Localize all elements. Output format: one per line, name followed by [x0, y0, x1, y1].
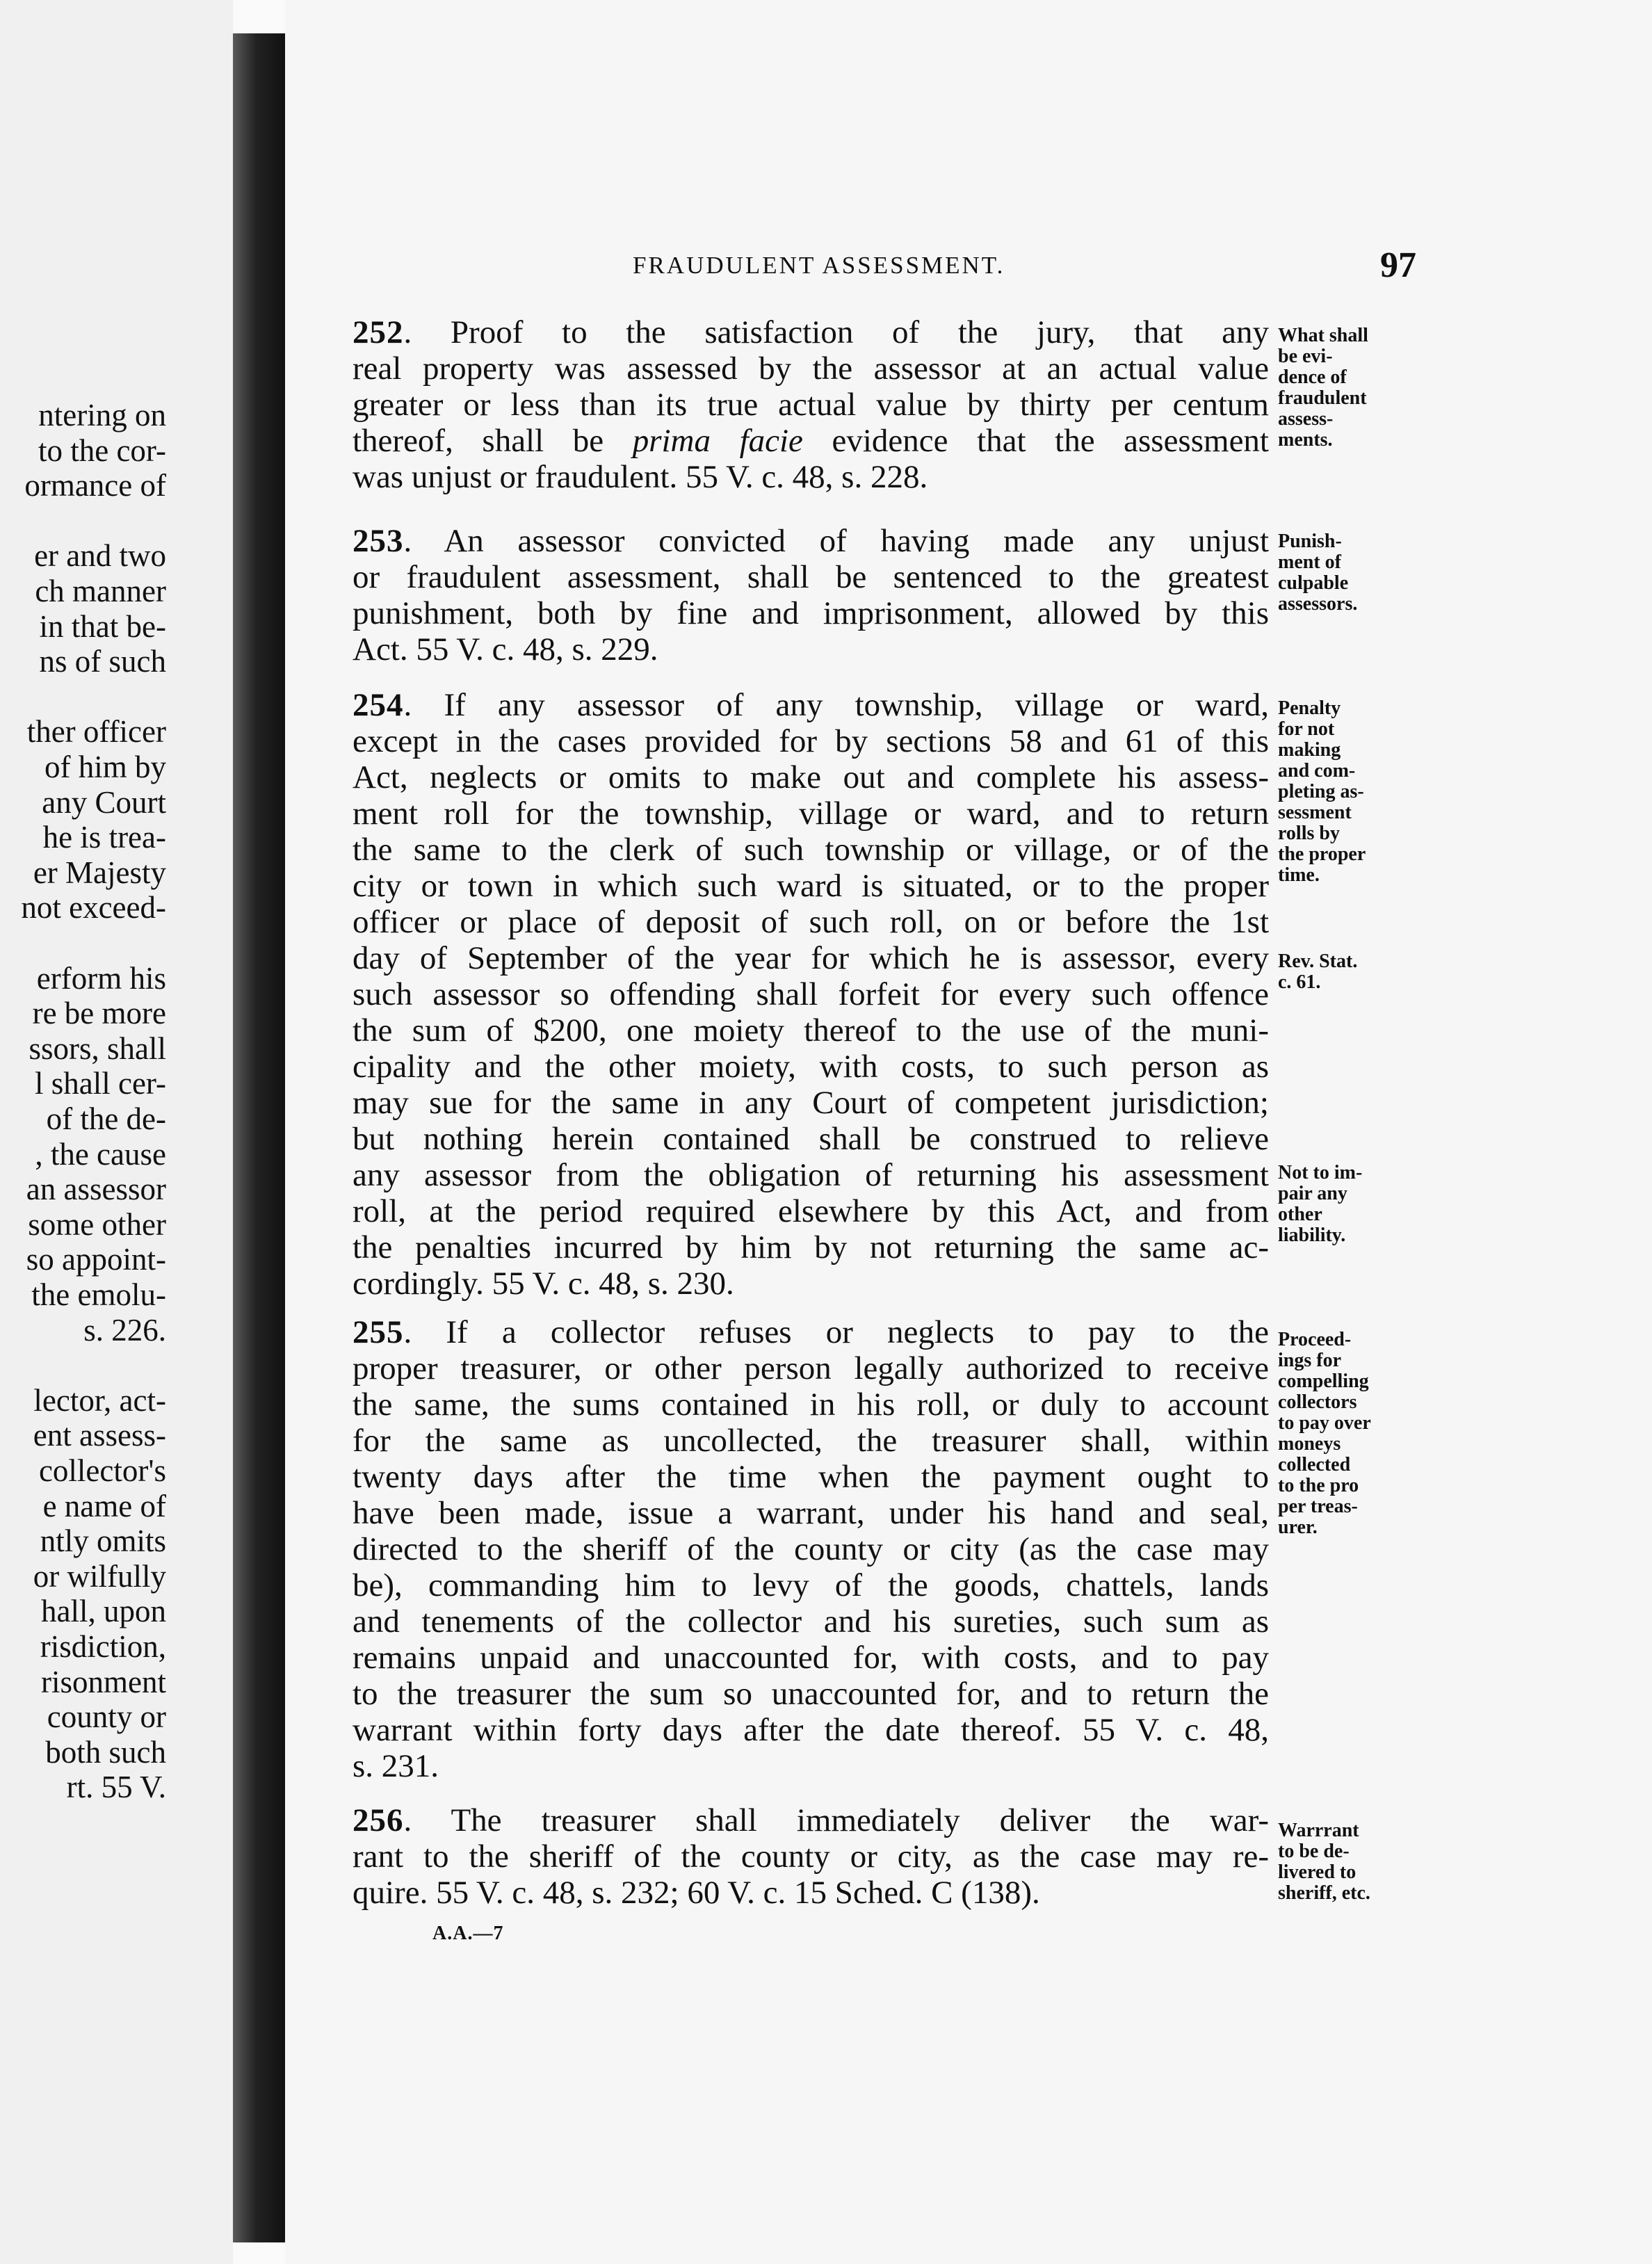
margin-line: sheriff, etc. [1278, 1882, 1370, 1904]
section-line: s. 231. [353, 1748, 439, 1784]
margin-note-254-rev-stat [1278, 951, 1417, 993]
margin-line: the proper [1278, 843, 1366, 865]
margin-line: livered to [1278, 1861, 1357, 1883]
section-line: the penalties incurred by him by not returning the same ac- [353, 1229, 1269, 1266]
section-line: . If a collector refuses or neglects to pay to the [403, 1314, 1269, 1350]
facing-page-line: he is trea- [42, 820, 166, 855]
facing-page-line: or wilfully [33, 1558, 166, 1594]
margin-line: Rev. Stat. [1278, 951, 1358, 972]
facing-page-line: so appoint- [26, 1242, 166, 1277]
margin-line: culpable [1278, 572, 1349, 594]
facing-page-line: ssors, shall [29, 1030, 166, 1066]
facing-page-line: collector's [38, 1453, 166, 1488]
section-line: warrant within forty days after the date thereof. 55 V. c. 48, [353, 1712, 1269, 1748]
margin-line: time. [1278, 864, 1320, 886]
section-line: the same to the clerk of such township or village, or of the [353, 832, 1269, 868]
section-line: . Proof to the satisfaction of the jury, that any [403, 314, 1269, 350]
section-252 [353, 314, 1269, 495]
margin-line: to be de- [1278, 1841, 1350, 1862]
section-line: quire. 55 V. c. 48, s. 232; 60 V. c. 15 Sched. C (138). [353, 1875, 1040, 1911]
facing-page-line: both such [45, 1734, 166, 1770]
section-number: 252 [353, 314, 404, 350]
margin-note-253 [1278, 531, 1417, 615]
section-line: proper treasurer, or other person legally authorized to receive [353, 1350, 1269, 1386]
facing-page-line: er Majesty [33, 855, 166, 890]
facing-page-line: l shall cer- [34, 1066, 166, 1101]
section-line: was unjust or fraudulent. 55 V. c. 48, s. 228. [353, 459, 928, 495]
margin-line: be evi- [1278, 346, 1333, 367]
margin-line: Not to im- [1278, 1162, 1363, 1183]
section-line: cordingly. 55 V. c. 48, s. 230. [353, 1266, 734, 1302]
section-line: rant to the sheriff of the county or city, as the case may re- [353, 1838, 1269, 1875]
section-line: but nothing herein contained shall be construed to relieve [353, 1121, 1269, 1157]
facing-page-line: , the cause [35, 1136, 166, 1172]
margin-line: assessors. [1278, 593, 1358, 615]
margin-line: and com- [1278, 760, 1356, 782]
margin-line: rolls by [1278, 823, 1340, 844]
facing-page-line: ormance of [24, 468, 166, 503]
section-254 [353, 687, 1269, 1302]
facing-page-line: re be more [32, 996, 166, 1031]
margin-line: Punish- [1278, 531, 1342, 552]
facing-page-line: some other [28, 1206, 166, 1242]
section-256 [353, 1802, 1269, 1911]
section-line: and tenements of the collector and his sureties, such sum as [353, 1603, 1269, 1640]
section-line: day of September of the year for which he is assessor, every [353, 940, 1269, 976]
section-line: be), commanding him to levy of the goods, chattels, lands [353, 1567, 1269, 1603]
section-line: except in the cases provided for by sections 58 and 61 of this [353, 723, 1269, 759]
margin-line: moneys [1278, 1433, 1341, 1455]
margin-line: c. 61. [1278, 971, 1321, 993]
section-line: ment roll for the township, village or ward, and to return [353, 795, 1269, 832]
margin-note-254 [1278, 698, 1417, 886]
margin-line: for not [1278, 718, 1335, 740]
section-line: . If any assessor of any township, village or ward, [403, 687, 1269, 723]
margin-line: to pay over [1278, 1412, 1371, 1434]
section-line: to the treasurer the sum so unaccounted for, and to return the [353, 1676, 1269, 1712]
section-line: or fraudulent assessment, shall be sentenced to the greatest [353, 559, 1269, 595]
facing-page-line: risonment [41, 1664, 166, 1699]
margin-line: Warrrant [1278, 1820, 1359, 1841]
margin-line: ings for [1278, 1350, 1341, 1371]
section-number: 254 [353, 687, 404, 723]
section-line: cipality and the other moiety, with costs, to such person as [353, 1049, 1269, 1085]
facing-page-line: lector, act- [33, 1382, 166, 1418]
margin-note-256 [1278, 1820, 1417, 1904]
facing-page-line: erform his [36, 960, 166, 996]
margin-line: per treas- [1278, 1496, 1358, 1517]
section-line: officer or place of deposit of such roll, on or before the 1st [353, 904, 1269, 940]
section-line: . The treasurer shall immediately deliver the war- [403, 1802, 1269, 1838]
facing-page-line: er and two [34, 538, 166, 574]
margin-line: collected [1278, 1454, 1351, 1475]
facing-page-fragment [0, 0, 233, 2264]
margin-line: sessment [1278, 802, 1352, 823]
facing-page-line: rt. 55 V. [66, 1770, 166, 1805]
margin-line: dence of [1278, 366, 1347, 388]
margin-line: compelling [1278, 1370, 1369, 1392]
section-number: 255 [353, 1314, 404, 1350]
facing-page-line: ther officer [26, 714, 166, 750]
section-line: real property was assessed by the assessor at an actual value [353, 350, 1269, 387]
section-line: remains unpaid and unaccounted for, with costs, and to pay [353, 1640, 1269, 1676]
section-line: punishment, both by fine and imprisonment, allowed by this [353, 595, 1269, 631]
section-255 [353, 1314, 1269, 1784]
facing-page-line: ch manner [35, 574, 166, 608]
section-line: Act. 55 V. c. 48, s. 229. [353, 631, 658, 668]
section-number: 253 [353, 523, 404, 559]
section-line: for the same as uncollected, the treasurer shall, within [353, 1423, 1269, 1459]
facing-page-line: ntering on [38, 398, 166, 432]
facing-page-line: of him by [44, 750, 166, 784]
section-line: the sum of $200, one moiety thereof to the use of the muni- [353, 1012, 1269, 1049]
signature-mark: A.A.—7 [432, 1923, 504, 1944]
page-number: 97 [1380, 245, 1416, 285]
margin-line: What shall [1278, 325, 1368, 346]
margin-line: pleting as- [1278, 781, 1364, 802]
facing-page-line: ns of such [39, 644, 166, 679]
running-head: FRAUDULENT ASSESSMENT. [633, 252, 1005, 279]
margin-line: ment of [1278, 551, 1341, 573]
section-line: city or town in which such ward is situated, or to the proper [353, 868, 1269, 904]
facing-page-line: ntly omits [40, 1523, 166, 1559]
facing-page-line: the emolu- [31, 1277, 166, 1312]
margin-line: fraudulent [1278, 387, 1367, 409]
facing-page-line: risdiction, [40, 1629, 166, 1664]
margin-line: pair any [1278, 1183, 1347, 1204]
section-253 [353, 523, 1269, 668]
facing-page-line: ent assess- [33, 1418, 166, 1453]
section-line: may sue for the same in any Court of competent jurisdiction; [353, 1085, 1269, 1121]
facing-page-line: an assessor [26, 1172, 166, 1207]
margin-line: Penalty [1278, 697, 1341, 719]
margin-note-252 [1278, 325, 1417, 451]
section-line: . An assessor convicted of having made any unjust [403, 523, 1269, 559]
facing-page-line: any Court [42, 784, 166, 820]
facing-page-line: to the cor- [38, 432, 166, 468]
section-line: thereof, shall be prima facie evidence that the assessment [353, 423, 1269, 459]
margin-line: collectors [1278, 1391, 1357, 1413]
margin-line: urer. [1278, 1517, 1318, 1538]
facing-page-line: not exceed- [21, 890, 166, 925]
section-line: roll, at the period required elsewhere by this Act, and from [353, 1193, 1269, 1229]
margin-line: liability. [1278, 1224, 1346, 1246]
section-line: twenty days after the time when the payment ought to [353, 1459, 1269, 1495]
section-line: Act, neglects or omits to make out and complete his assess- [353, 759, 1269, 795]
section-line: have been made, issue a warrant, under his hand and seal, [353, 1495, 1269, 1531]
facing-page-line: in that be- [39, 608, 166, 644]
section-line: greater or less than its true actual value by thirty per centum [353, 387, 1269, 423]
facing-page-line: s. 226. [83, 1312, 166, 1348]
section-line: such assessor so offending shall forfeit for every such offence [353, 976, 1269, 1012]
section-line: directed to the sheriff of the county or city (as the case may [353, 1531, 1269, 1567]
margin-note-254-liability [1278, 1163, 1417, 1246]
facing-page-line: county or [47, 1699, 166, 1735]
section-line: any assessor from the obligation of returning his assessment [353, 1157, 1269, 1193]
section-number: 256 [353, 1802, 404, 1838]
margin-line: assess- [1278, 408, 1334, 430]
margin-line: other [1278, 1204, 1322, 1225]
margin-line: to the pro [1278, 1475, 1359, 1496]
section-line: the same, the sums contained in his roll, or duly to account [353, 1386, 1269, 1423]
margin-note-255 [1278, 1329, 1417, 1538]
margin-line: Proceed- [1278, 1329, 1352, 1350]
margin-line: making [1278, 739, 1341, 761]
facing-page-line: hall, upon [41, 1594, 166, 1629]
margin-line: ments. [1278, 429, 1333, 451]
book-gutter [233, 0, 285, 2264]
facing-page-line: e name of [42, 1488, 166, 1523]
facing-page-line: of the de- [46, 1101, 166, 1136]
